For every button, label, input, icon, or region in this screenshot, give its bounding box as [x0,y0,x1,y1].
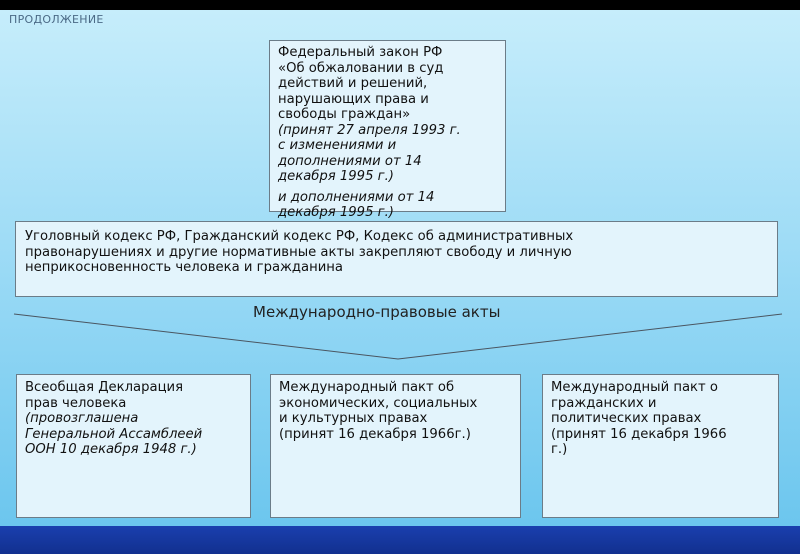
federal-law-title-line: свободы граждан» [278,107,411,122]
federal-law-adopted-line: дополнениями от 14 [278,153,422,169]
federal-law-title-line: «Об обжаловании в суд [278,60,444,76]
federal-law-box [269,40,506,220]
icescr-line: Международный пакт об [279,380,455,395]
icescr-line: экономических, социальных [279,395,478,411]
udhr-name-line: Всеобщая Декларация [25,380,184,395]
iccpr-line: политических правах [551,411,702,426]
federal-law-title-line: нарушающих права и [278,91,429,107]
iccpr-line: Международный пакт о [551,380,718,395]
federal-law-additions-line: декабря 1995 г.) [278,205,394,220]
continuation-label: ПРОДОЛЖЕНИЕ [9,13,104,26]
udhr-note-line: Генеральной Ассамблеей [25,426,203,442]
codes-box [15,221,778,297]
udhr-box [16,374,251,518]
codes-line: неприкосновенность человека и гражданина [25,260,344,275]
federal-law-title-line: Федеральный закон РФ [278,45,443,60]
slide [0,10,800,526]
udhr-note-line: ООН 10 декабря 1948 г.) [25,442,197,457]
iccpr-box [542,374,779,518]
international-acts-title: Международно-правовые акты [253,303,501,321]
udhr-name-line: прав человека [25,395,127,411]
codes-line: правонарушениях и другие нормативные акты закрепляют свободу и личную [25,244,572,260]
iccpr-line: г.) [551,442,568,457]
icescr-line: и культурных правах [279,411,428,426]
codes-line: Уголовный кодекс РФ, Гражданский кодекс РФ, Кодекс об административных [25,229,574,244]
footer-bar [0,526,800,554]
icescr-line: (принят 16 декабря 1966г.) [279,426,471,442]
icescr-box [270,374,521,518]
iccpr-line: гражданских и [551,395,657,411]
federal-law-additions-line: и дополнениями от 14 [278,189,435,205]
federal-law-adopted-line: декабря 1995 г.) [278,169,394,184]
federal-law-adopted-line: (принят 27 апреля 1993 г. [278,122,461,138]
udhr-note-line: (провозглашена [25,411,139,426]
federal-law-adopted-line: с изменениями и [278,138,397,153]
federal-law-title-line: действий и решений, [278,76,428,91]
iccpr-line: (принят 16 декабря 1966 [551,426,727,442]
